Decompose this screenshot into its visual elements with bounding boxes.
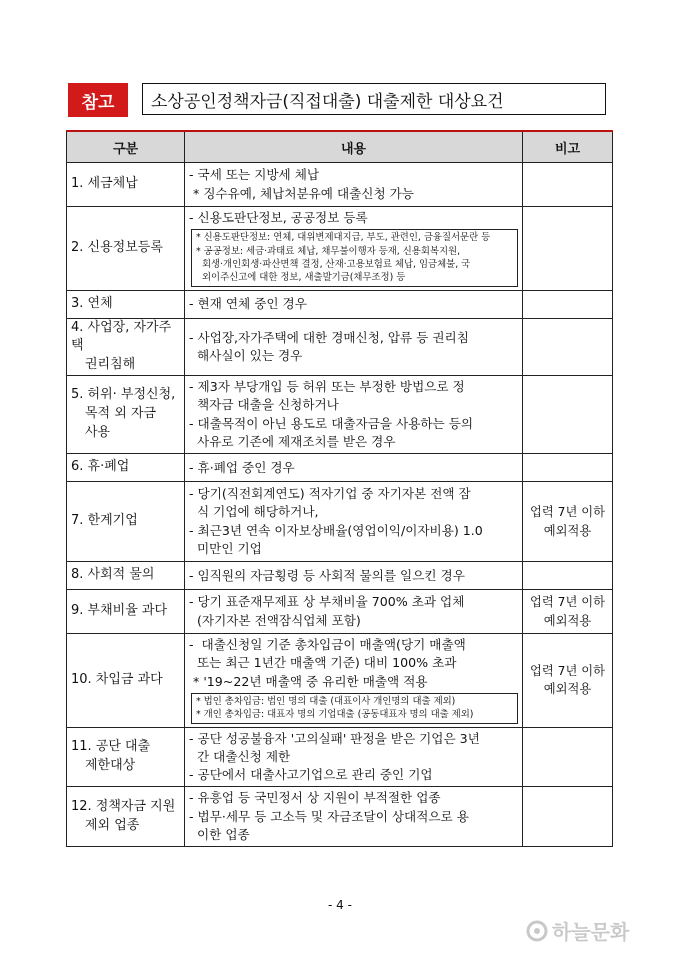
remark-cell xyxy=(523,163,613,207)
text-line: 사용 xyxy=(85,425,111,441)
category-cell xyxy=(67,590,185,634)
content-cell xyxy=(185,787,523,847)
text-line: - 현재 연체 중인 경우 xyxy=(189,296,307,311)
remark-cell xyxy=(523,727,613,787)
text-line: 3. 연체 xyxy=(71,295,113,311)
text-line: 책자금 대출을 신청하거나 xyxy=(189,397,339,413)
footnote-box xyxy=(191,229,518,286)
text-line: - 공단 성공불융자 '고의실패' 판정을 받은 기업은 3년 xyxy=(189,730,480,746)
remark-cell xyxy=(523,787,613,847)
column-header: 비고 xyxy=(523,131,613,163)
table-row xyxy=(67,454,613,482)
content-cell xyxy=(185,562,523,590)
text-line: (자기자본 전액잠식업체 포함) xyxy=(189,612,361,628)
category-cell xyxy=(67,787,185,847)
remark-cell xyxy=(523,482,613,562)
category-cell xyxy=(67,454,185,482)
table-header-row xyxy=(67,131,613,163)
remark-cell xyxy=(523,454,613,482)
category-cell xyxy=(67,634,185,727)
category-cell xyxy=(67,562,185,590)
text-line: * 개인 총차입금: 대표자 명의 기업대출 (공동대표자 명의 대출 제외) xyxy=(196,709,474,721)
text-line: 간 대출신청 제한 xyxy=(189,748,291,764)
category-cell xyxy=(67,482,185,562)
text-line: - 대출목적이 아닌 용도로 대출자금을 사용하는 등의 xyxy=(189,415,474,431)
text-line: 9. 부채비율 과다 xyxy=(71,603,168,619)
text-line: 미만인 기업 xyxy=(189,540,262,556)
remark-cell xyxy=(523,634,613,727)
text-line: - 법무·세무 등 고소득 및 자금조달이 상대적으로 용 xyxy=(189,808,469,824)
text-line: - 휴·폐업 중인 경우 xyxy=(189,459,295,475)
text-line: 5. 허위· 부정신청, xyxy=(71,387,176,403)
reference-badge: 참고 xyxy=(68,83,128,117)
content-cell xyxy=(185,482,523,562)
content-cell xyxy=(185,207,523,291)
table-row xyxy=(67,163,613,207)
text-line: 제한대상 xyxy=(85,757,136,773)
text-line: 업력 7년 이하 xyxy=(529,595,606,610)
text-line: 예외적용 xyxy=(543,613,592,628)
category-cell xyxy=(67,318,185,376)
page-title: 소상공인정책자금(직접대출) 대출제한 대상요건 xyxy=(142,83,606,115)
text-line: 예외적용 xyxy=(543,682,592,697)
text-line: 10. 차입금 과다 xyxy=(71,671,163,687)
text-line: 외이주신고에 대한 정보, 새출발기금(채무조정) 등 xyxy=(196,272,406,284)
content-cell xyxy=(185,727,523,787)
table-row xyxy=(67,562,613,590)
remark-cell xyxy=(523,376,613,454)
content-cell xyxy=(185,454,523,482)
content-cell xyxy=(185,634,523,727)
text-line: 6. 휴·폐업 xyxy=(71,459,130,475)
text-line: - 대출신청일 기준 총차입금이 매출액(당기 매출액 xyxy=(189,637,466,653)
text-line: - 국세 또는 지방세 체납 xyxy=(189,167,320,183)
text-line: 제외 업종 xyxy=(85,817,140,833)
text-line: - 최근3년 연속 이자보상배율(영업이익/이자비용) 1.0 xyxy=(189,522,483,538)
text-line: 이한 업종 xyxy=(189,826,250,842)
remark-cell xyxy=(523,318,613,376)
text-line: - 유흥업 등 국민정서 상 지원이 부적절한 업종 xyxy=(189,790,441,806)
footnote-box xyxy=(191,693,518,724)
table-row xyxy=(67,376,613,454)
category-cell xyxy=(67,727,185,787)
text-line: 1. 세금체납 xyxy=(71,176,138,192)
remark-cell xyxy=(523,590,613,634)
text-line: * '19~22년 매출액 중 유리한 매출액 적용 xyxy=(189,673,428,689)
category-cell xyxy=(67,290,185,318)
column-header: 구분 xyxy=(67,131,185,163)
content-cell xyxy=(185,163,523,207)
text-line: 식 기업에 해당하거나, xyxy=(189,504,319,520)
watermark-text: 하늘문화 xyxy=(552,920,630,944)
table-row xyxy=(67,207,613,291)
text-line: 또는 최근 1년간 매출액 기준) 대비 100% 초과 xyxy=(189,655,457,671)
category-cell xyxy=(67,207,185,291)
restriction-table xyxy=(66,130,613,847)
text-line: 2. 신용정보등록 xyxy=(71,239,163,255)
text-line: 11. 공단 대출 xyxy=(71,739,151,755)
table-row xyxy=(67,318,613,376)
text-line: 권리침해 xyxy=(85,357,136,373)
watermark-logo-icon xyxy=(526,920,548,942)
content-cell xyxy=(185,590,523,634)
text-line: * 징수유예, 체납처분유예 대출신청 가능 xyxy=(189,185,414,201)
text-line: 목적 외 자금 xyxy=(85,406,157,422)
text-line: 7. 한계기업 xyxy=(71,513,138,529)
text-line: * 공공정보: 세금·과태료 체납, 채무불이행자 등재, 신용회복지원, xyxy=(196,245,461,257)
content-cell xyxy=(185,290,523,318)
content-cell xyxy=(185,376,523,454)
page-number: - 4 - xyxy=(328,898,352,912)
text-line: 4. 사업장, 자가주택 xyxy=(71,319,172,354)
text-line: - 임직원의 자금횡령 등 사회적 물의를 일으킨 경우 xyxy=(189,567,465,583)
text-line: 업력 7년 이하 xyxy=(529,505,606,520)
text-line: - 당기(직전회계연도) 적자기업 중 자기자본 전액 잠 xyxy=(189,486,471,502)
text-line: - 공단에서 대출사고기업으로 관리 중인 기업 xyxy=(189,767,433,783)
table-row xyxy=(67,787,613,847)
text-line: 업력 7년 이하 xyxy=(529,663,606,678)
category-cell xyxy=(67,163,185,207)
category-cell xyxy=(67,376,185,454)
table-row xyxy=(67,482,613,562)
text-line: - 당기 표준재무제표 상 부채비율 700% 초과 업체 xyxy=(189,594,465,610)
remark-cell xyxy=(523,290,613,318)
text-line: 회생·개인회생·파산면책 결정, 산재·고용보험료 체납, 임금체불, 국 xyxy=(196,258,471,270)
table-row xyxy=(67,290,613,318)
text-line: 12. 정책자금 지원 xyxy=(71,798,176,814)
text-line: - 사업장,자가주택에 대한 경매신청, 압류 등 권리침 xyxy=(189,329,469,345)
text-line: - 제3자 부당개입 등 허위 또는 부정한 방법으로 정 xyxy=(189,379,465,395)
text-line: - 신용도판단정보, 공공정보 등록 xyxy=(189,210,368,225)
text-line: 예외적용 xyxy=(543,523,592,538)
text-line: * 신용도판단정보: 연체, 대위변제대지급, 부도, 관련인, 금융질서문란 등 xyxy=(196,232,491,244)
text-line: * 법인 총차입금: 법인 명의 대출 (대표이사 개인명의 대출 제외) xyxy=(196,695,456,707)
text-line: 8. 사회적 물의 xyxy=(71,567,155,583)
table-row xyxy=(67,590,613,634)
watermark xyxy=(526,916,629,945)
table-row xyxy=(67,634,613,727)
text-line: 사유로 기존에 제재조치를 받은 경우 xyxy=(189,433,396,449)
table-row xyxy=(67,727,613,787)
column-header: 내용 xyxy=(185,131,523,163)
remark-cell xyxy=(523,207,613,291)
remark-cell xyxy=(523,562,613,590)
text-line: 해사실이 있는 경우 xyxy=(189,347,303,363)
content-cell xyxy=(185,318,523,376)
